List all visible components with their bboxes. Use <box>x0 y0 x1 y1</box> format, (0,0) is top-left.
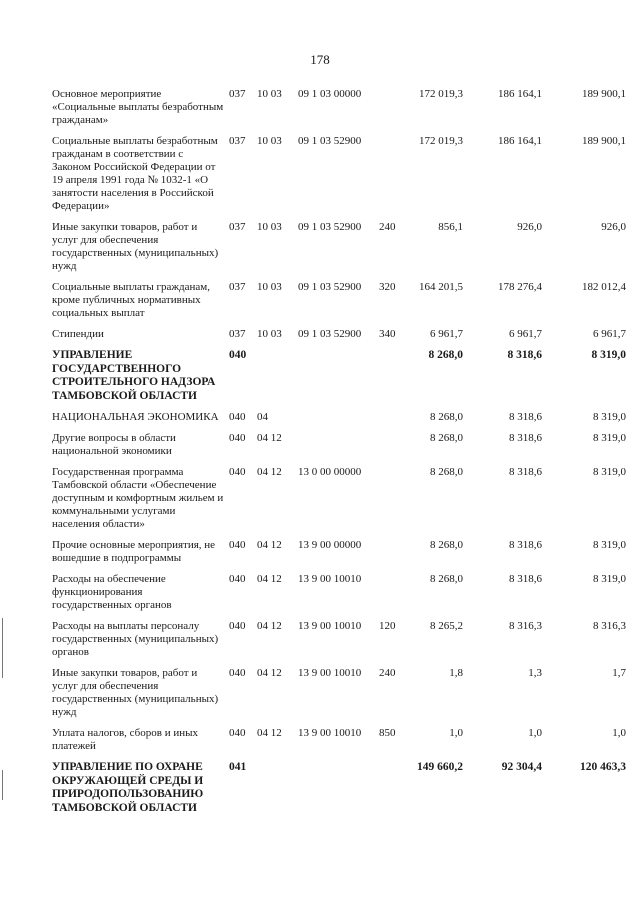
row-ministry-code: 037 <box>229 88 246 100</box>
row-article-code: 13 9 00 00000 <box>298 539 362 551</box>
row-ministry-code: 041 <box>229 761 247 773</box>
row-amount-year-3: 189 900,1 <box>582 88 626 100</box>
row-section-code: 10 03 <box>257 88 282 100</box>
row-article-code: 13 9 00 10010 <box>298 727 362 739</box>
row-ministry-code: 037 <box>229 221 246 233</box>
row-amount-year-2: 8 318,6 <box>507 349 542 361</box>
row-amount-year-2: 186 164,1 <box>498 135 542 147</box>
row-expense-type: 120 <box>379 620 396 632</box>
row-amount-year-2: 8 318,6 <box>509 411 542 423</box>
row-name: Расходы на выплаты персоналу государственных (муниципальных) органов <box>52 620 219 658</box>
row-amount-year-3: 8 319,0 <box>593 411 626 423</box>
row-expense-type: 340 <box>379 328 396 340</box>
row-amount-year-2: 8 318,6 <box>509 539 542 551</box>
row-article-code: 09 1 03 52900 <box>298 135 362 147</box>
page-number: 178 <box>310 52 330 67</box>
row-section-code: 10 03 <box>257 221 282 233</box>
row-section-code: 04 12 <box>257 432 282 444</box>
row-expense-type: 240 <box>379 221 396 233</box>
row-name: НАЦИОНАЛЬНАЯ ЭКОНОМИКА <box>52 411 219 423</box>
row-amount-year-1: 8 268,0 <box>430 573 463 585</box>
row-amount-year-1: 172 019,3 <box>419 88 463 100</box>
table-row <box>52 573 640 612</box>
row-ministry-code: 040 <box>229 573 246 585</box>
row-article-code: 13 0 00 00000 <box>298 466 362 478</box>
row-amount-year-1: 149 660,2 <box>417 761 463 773</box>
row-amount-year-3: 1,0 <box>612 727 626 739</box>
row-ministry-code: 040 <box>229 411 246 423</box>
row-ministry-code: 040 <box>229 432 246 444</box>
row-amount-year-1: 856,1 <box>438 221 463 233</box>
row-name: УПРАВЛЕНИЕ ПО ОХРАНЕ ОКРУЖАЮЩЕЙ СРЕДЫ И ПРИРОДОПОЛЬЗОВАНИЮ ТАМБОВСКОЙ ОБЛАСТИ <box>52 761 204 814</box>
row-amount-year-1: 8 268,0 <box>430 466 463 478</box>
row-article-code: 13 9 00 10010 <box>298 573 362 585</box>
table-row <box>52 761 640 815</box>
table-row <box>52 432 640 458</box>
row-amount-year-1: 8 268,0 <box>430 411 463 423</box>
row-amount-year-2: 178 276,4 <box>498 281 542 293</box>
row-name: Социальные выплаты безработным гражданам в соответствии с Законом Российской Федерации от 19 апреля 1991 года № 1032-1 «О занятости населения в Российской Федерации» <box>52 135 218 212</box>
row-amount-year-3: 1,7 <box>612 667 626 679</box>
row-section-code: 04 12 <box>257 667 282 679</box>
row-article-code: 13 9 00 10010 <box>298 620 362 632</box>
row-amount-year-3: 8 319,0 <box>593 432 626 444</box>
row-article-code: 13 9 00 10010 <box>298 667 362 679</box>
table-row <box>52 466 640 531</box>
row-name: Иные закупки товаров, работ и услуг для обеспечения государственных (муниципальных) нужд <box>52 667 219 718</box>
row-section-code: 04 12 <box>257 539 282 551</box>
table-row <box>52 349 640 403</box>
row-amount-year-1: 8 268,0 <box>430 539 463 551</box>
row-name: Социальные выплаты гражданам, кроме публичных нормативных социальных выплат <box>52 281 210 319</box>
row-name: Расходы на обеспечение функционирования государственных органов <box>52 573 172 611</box>
row-section-code: 10 03 <box>257 135 282 147</box>
row-ministry-code: 037 <box>229 328 246 340</box>
row-expense-type: 850 <box>379 727 396 739</box>
row-amount-year-2: 186 164,1 <box>498 88 542 100</box>
row-amount-year-2: 8 318,6 <box>509 466 542 478</box>
row-ministry-code: 040 <box>229 620 246 632</box>
table-row <box>52 328 640 341</box>
row-article-code: 09 1 03 00000 <box>298 88 362 100</box>
row-amount-year-2: 1,3 <box>528 667 542 679</box>
table-row <box>52 620 640 659</box>
table-row <box>52 281 640 320</box>
row-amount-year-2: 8 318,6 <box>509 432 542 444</box>
row-expense-type: 320 <box>379 281 396 293</box>
row-amount-year-2: 6 961,7 <box>509 328 542 340</box>
row-ministry-code: 037 <box>229 135 246 147</box>
row-section-code: 04 12 <box>257 620 282 632</box>
scan-edge-mark <box>2 770 3 800</box>
table-row <box>52 667 640 719</box>
row-amount-year-1: 164 201,5 <box>419 281 463 293</box>
row-name: Основное мероприятие «Социальные выплаты безработным гражданам» <box>52 88 224 126</box>
table-row <box>52 221 640 273</box>
row-amount-year-1: 8 265,2 <box>430 620 463 632</box>
row-section-code: 10 03 <box>257 328 282 340</box>
row-name: Другие вопросы в области национальной экономики <box>52 432 176 457</box>
row-amount-year-1: 6 961,7 <box>430 328 463 340</box>
row-amount-year-2: 8 318,6 <box>509 573 542 585</box>
row-amount-year-3: 120 463,3 <box>580 761 626 773</box>
row-name: Стипендии <box>52 328 104 340</box>
row-name: Иные закупки товаров, работ и услуг для обеспечения государственных (муниципальных) нужд <box>52 221 219 272</box>
row-article-code: 09 1 03 52900 <box>298 281 362 293</box>
table-row <box>52 727 640 753</box>
row-ministry-code: 037 <box>229 281 246 293</box>
row-amount-year-3: 8 316,3 <box>593 620 626 632</box>
row-amount-year-1: 172 019,3 <box>419 135 463 147</box>
row-amount-year-3: 8 319,0 <box>593 539 626 551</box>
row-name: Уплата налогов, сборов и иных платежей <box>52 727 199 752</box>
row-section-code: 10 03 <box>257 281 282 293</box>
row-expense-type: 240 <box>379 667 396 679</box>
table-row <box>52 135 640 213</box>
row-name: Государственная программа Тамбовской области «Обеспечение доступным и комфортным жильем и коммунальными услугами населения области» <box>52 466 224 530</box>
row-amount-year-1: 8 268,0 <box>428 349 463 361</box>
row-ministry-code: 040 <box>229 539 246 551</box>
row-amount-year-3: 926,0 <box>601 221 626 233</box>
row-amount-year-1: 8 268,0 <box>430 432 463 444</box>
row-amount-year-2: 8 316,3 <box>509 620 542 632</box>
row-amount-year-2: 92 304,4 <box>501 761 542 773</box>
row-amount-year-2: 1,0 <box>528 727 542 739</box>
table-row <box>52 88 640 127</box>
budget-table <box>52 88 640 815</box>
row-ministry-code: 040 <box>229 466 246 478</box>
row-amount-year-3: 8 319,0 <box>593 573 626 585</box>
table-row <box>52 411 640 424</box>
row-amount-year-3: 8 319,0 <box>591 349 626 361</box>
row-article-code: 09 1 03 52900 <box>298 328 362 340</box>
row-amount-year-3: 8 319,0 <box>593 466 626 478</box>
row-ministry-code: 040 <box>229 667 246 679</box>
row-amount-year-3: 182 012,4 <box>582 281 626 293</box>
row-amount-year-3: 189 900,1 <box>582 135 626 147</box>
row-amount-year-1: 1,0 <box>449 727 463 739</box>
row-article-code: 09 1 03 52900 <box>298 221 362 233</box>
row-amount-year-1: 1,8 <box>449 667 463 679</box>
row-section-code: 04 <box>257 411 268 423</box>
row-section-code: 04 12 <box>257 727 282 739</box>
row-section-code: 04 12 <box>257 573 282 585</box>
row-name: УПРАВЛЕНИЕ ГОСУДАРСТВЕННОГО СТРОИТЕЛЬНОГО НАДЗОРА ТАМБОВСКОЙ ОБЛАСТИ <box>52 349 216 402</box>
row-section-code: 04 12 <box>257 466 282 478</box>
row-amount-year-2: 926,0 <box>517 221 542 233</box>
row-ministry-code: 040 <box>229 349 247 361</box>
row-amount-year-3: 6 961,7 <box>593 328 626 340</box>
table-row <box>52 539 640 565</box>
row-ministry-code: 040 <box>229 727 246 739</box>
scan-edge-mark <box>2 618 3 678</box>
row-name: Прочие основные мероприятия, не вошедшие в подпрограммы <box>52 539 216 564</box>
